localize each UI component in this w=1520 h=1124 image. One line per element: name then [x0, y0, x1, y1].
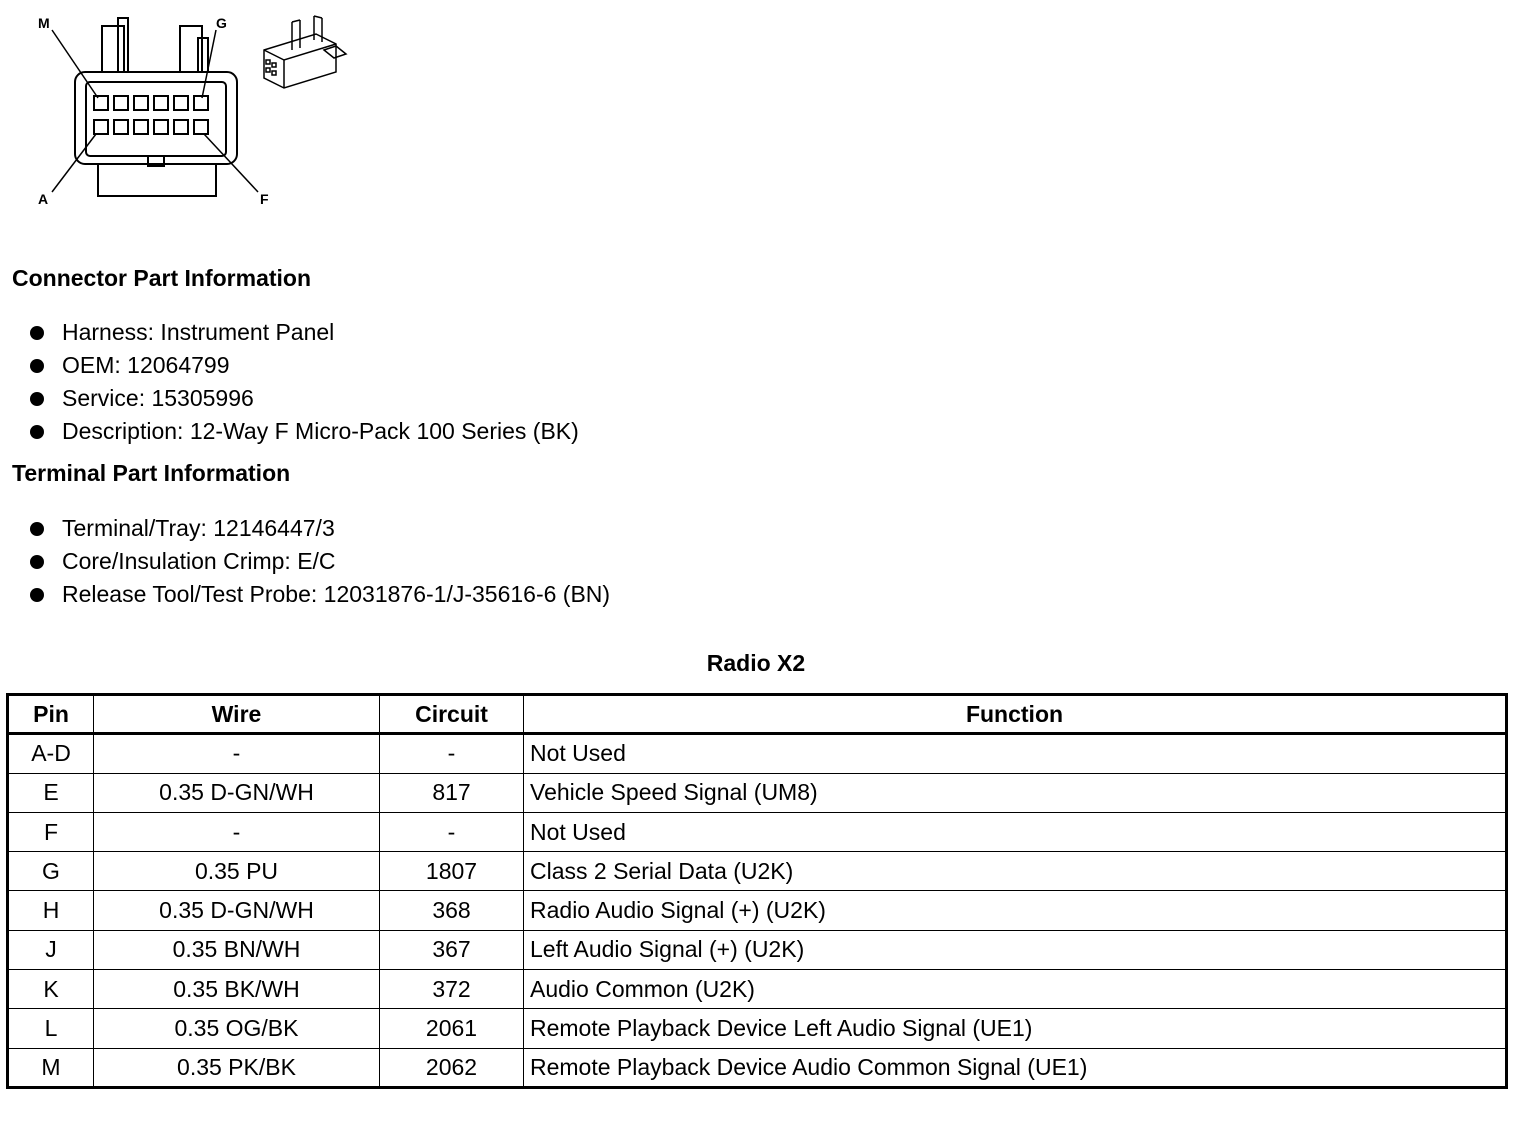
- cell-circuit: 367: [380, 930, 524, 969]
- table-row: [8, 1048, 1507, 1087]
- pin-label-m: M: [38, 15, 50, 31]
- connector-part-title: Connector Part Information: [12, 265, 312, 291]
- cell-function: Not Used: [524, 734, 1507, 773]
- pin-label-f: F: [260, 191, 269, 207]
- cell-function: Left Audio Signal (+) (U2K): [524, 930, 1507, 969]
- list-item: Harness: Instrument Panel: [28, 316, 579, 349]
- cell-pin: G: [8, 852, 94, 891]
- cell-wire: 0.35 OG/BK: [94, 1009, 380, 1048]
- bullet-icon: [30, 392, 44, 406]
- cell-pin: K: [8, 970, 94, 1009]
- cell-circuit: -: [380, 812, 524, 851]
- connector-cavities: [94, 96, 208, 134]
- bullet-icon: [30, 588, 44, 602]
- table-row: [8, 852, 1507, 891]
- cell-pin: M: [8, 1048, 94, 1087]
- table-header-row: [8, 695, 1507, 734]
- cell-circuit: -: [380, 734, 524, 773]
- list-item: Release Tool/Test Probe: 12031876-1/J-35616-6 (BN): [28, 578, 610, 611]
- pinout-table: [6, 693, 1508, 1089]
- table-title: Radio X2: [706, 650, 806, 676]
- cell-wire: 0.35 D-GN/WH: [94, 891, 380, 930]
- cell-wire: 0.35 D-GN/WH: [94, 773, 380, 812]
- cell-pin: A-D: [8, 734, 94, 773]
- bullet-icon: [30, 522, 44, 536]
- pin-label-g: G: [216, 15, 227, 31]
- cell-function: Audio Common (U2K): [524, 970, 1507, 1009]
- bullet-icon: [30, 326, 44, 340]
- header-wire: Wire: [94, 695, 380, 734]
- bullet-icon: [30, 359, 44, 373]
- bullet-icon: [30, 425, 44, 439]
- list-item: Description: 12-Way F Micro-Pack 100 Series (BK): [28, 415, 579, 448]
- terminal-part-list: [28, 512, 610, 611]
- cell-circuit: 372: [380, 970, 524, 1009]
- cell-function: Not Used: [524, 812, 1507, 851]
- table-row: [8, 773, 1507, 812]
- cell-function: Remote Playback Device Left Audio Signal (UE1): [524, 1009, 1507, 1048]
- list-item: Terminal/Tray: 12146447/3: [28, 512, 610, 545]
- cell-circuit: 817: [380, 773, 524, 812]
- cell-function: Class 2 Serial Data (U2K): [524, 852, 1507, 891]
- list-item: Service: 15305996: [28, 382, 579, 415]
- header-circuit: Circuit: [380, 695, 524, 734]
- cell-wire: -: [94, 734, 380, 773]
- table-row: [8, 734, 1507, 773]
- cell-pin: E: [8, 773, 94, 812]
- header-pin: Pin: [8, 695, 94, 734]
- connector-housing: [75, 72, 237, 164]
- cell-function: Radio Audio Signal (+) (U2K): [524, 891, 1507, 930]
- table-row: [8, 930, 1507, 969]
- connector-skirt: [98, 164, 216, 196]
- header-function: Function: [524, 695, 1507, 734]
- cell-wire: 0.35 PU: [94, 852, 380, 891]
- cell-wire: 0.35 PK/BK: [94, 1048, 380, 1087]
- list-item: OEM: 12064799: [28, 349, 579, 382]
- connector-iso-view: [264, 16, 346, 88]
- table-row: [8, 1009, 1507, 1048]
- cell-circuit: 2062: [380, 1048, 524, 1087]
- cell-pin: F: [8, 812, 94, 851]
- cell-pin: L: [8, 1009, 94, 1048]
- cell-circuit: 368: [380, 891, 524, 930]
- connector-part-list: [28, 316, 579, 448]
- cell-wire: 0.35 BK/WH: [94, 970, 380, 1009]
- bullet-icon: [30, 555, 44, 569]
- cell-wire: -: [94, 812, 380, 851]
- list-item: Core/Insulation Crimp: E/C: [28, 545, 610, 578]
- terminal-part-title: Terminal Part Information: [12, 460, 291, 486]
- table-row: [8, 812, 1507, 851]
- table-row: [8, 970, 1507, 1009]
- cell-function: Remote Playback Device Audio Common Signal (UE1): [524, 1048, 1507, 1087]
- connector-diagram: [30, 10, 360, 210]
- connector-latch-left: [102, 26, 124, 72]
- cell-pin: H: [8, 891, 94, 930]
- pin-label-a: A: [38, 191, 49, 207]
- cell-circuit: 1807: [380, 852, 524, 891]
- cell-circuit: 2061: [380, 1009, 524, 1048]
- table-row: [8, 891, 1507, 930]
- cell-pin: J: [8, 930, 94, 969]
- cell-wire: 0.35 BN/WH: [94, 930, 380, 969]
- cell-function: Vehicle Speed Signal (UM8): [524, 773, 1507, 812]
